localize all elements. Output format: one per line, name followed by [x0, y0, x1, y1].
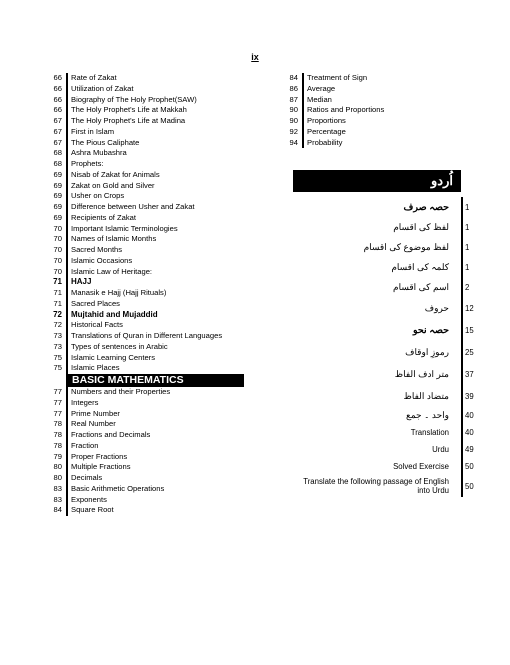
toc-page-number: 77 [53, 397, 62, 407]
toc-title: Prime Number [66, 409, 254, 420]
toc-entry [44, 495, 254, 506]
toc-page-number: 86 [289, 83, 298, 93]
toc-page-number: 72 [53, 309, 62, 319]
toc-title: Zakat on Gold and Silver [66, 181, 254, 192]
toc-page-number: 69 [53, 212, 62, 222]
urdu-toc-entry [293, 237, 470, 257]
toc-title: Integers [66, 398, 254, 409]
toc-entry [44, 277, 254, 288]
toc-page-number: 78 [53, 440, 62, 450]
toc-entry [280, 116, 460, 127]
toc-page-number: 68 [53, 159, 62, 168]
toc-title: Median [302, 95, 460, 106]
toc-title: Numbers and their Properties [66, 387, 254, 398]
toc-title: First in Islam [66, 127, 254, 138]
toc-entry [44, 191, 254, 202]
toc-page-number: 12 [465, 303, 474, 313]
toc-title: Recipients of Zakat [66, 213, 254, 224]
toc-title: Treatment of Sign [302, 73, 460, 84]
toc-page-number: 66 [53, 73, 62, 82]
toc-entry [44, 441, 254, 452]
toc-title: Fraction [66, 441, 254, 452]
toc-page-number: 90 [289, 105, 298, 115]
toc-entry [44, 363, 254, 374]
toc-page-number: 1 [465, 222, 470, 232]
toc-entry [280, 84, 460, 95]
toc-page-number: 2 [465, 282, 470, 292]
toc-entry [44, 331, 254, 342]
toc-page-number: 70 [53, 245, 62, 254]
toc-page-number: 77 [53, 408, 62, 418]
urdu-toc-entry [293, 441, 474, 458]
toc-entry [44, 73, 254, 84]
toc-title: حصہ نحو [412, 324, 449, 336]
toc-page-number: 66 [53, 94, 62, 104]
urdu-toc-entry [293, 407, 474, 424]
toc-entry [44, 267, 254, 278]
toc-entry [44, 505, 254, 516]
toc-page-number: 71 [53, 288, 62, 297]
toc-title: Names of Islamic Months [66, 234, 254, 245]
toc-title: Prophets: [66, 159, 254, 170]
toc-entry [44, 105, 254, 116]
toc-page-number: 1 [465, 202, 470, 212]
toc-title: Fractions and Decimals [66, 430, 254, 441]
toc-title: متر ادف الفاظ [394, 368, 449, 379]
toc-entry [44, 245, 254, 256]
urdu-toc-entry [293, 458, 474, 475]
toc-page-number: 40 [465, 428, 474, 437]
urdu-toc-entry [293, 475, 474, 497]
toc-title: The Holy Prophet's Life at Makkah [66, 105, 254, 116]
toc-title: Translations of Quran in Different Languages [66, 331, 254, 342]
toc-title: Ratios and Proportions [302, 105, 460, 116]
toc-page-number: 50 [465, 481, 474, 491]
toc-page-number: 69 [53, 180, 62, 190]
toc-title: لفظ کی اقسام [393, 221, 449, 232]
toc-page-number: 37 [465, 369, 474, 379]
toc-title: Sacred Months [66, 245, 254, 256]
toc-entry [44, 473, 254, 484]
toc-title: حروف [424, 302, 449, 313]
toc-title: Nisab of Zakat for Animals [66, 170, 254, 181]
toc-entry [44, 484, 254, 495]
toc-title: Urdu [432, 445, 449, 454]
toc-title: Utilization of Zakat [66, 84, 254, 95]
toc-entry [44, 398, 254, 409]
toc-page-number: 1 [465, 262, 470, 272]
toc-title: HAJJ [66, 277, 254, 288]
toc-entry [44, 452, 254, 463]
section-header: BASIC MATHEMATICS [66, 374, 244, 387]
toc-page-number: 49 [465, 445, 474, 454]
urdu-toc-entry [293, 319, 474, 341]
toc-entry [44, 409, 254, 420]
toc-page-number: 83 [53, 483, 62, 493]
toc-title: Basic Arithmetic Operations [66, 484, 254, 495]
toc-entry [44, 224, 254, 235]
toc-title: Exponents [66, 495, 254, 506]
toc-entry [280, 138, 460, 149]
toc-page-number: 67 [53, 126, 62, 136]
toc-page-number: 66 [53, 105, 62, 115]
toc-entry [44, 95, 254, 106]
toc-page-number: 15 [465, 325, 474, 335]
toc-title: Proportions [302, 116, 460, 127]
toc-page-number: 78 [53, 430, 62, 439]
urdu-toc-entry [293, 341, 474, 363]
urdu-toc-entry [293, 257, 470, 277]
toc-title: Translation [410, 428, 449, 437]
toc-page-number: 90 [289, 116, 298, 125]
toc-page-number: 75 [53, 352, 62, 362]
toc-title: Historical Facts [66, 320, 254, 331]
toc-entry [44, 342, 254, 353]
toc-entry [44, 181, 254, 192]
toc-title: Difference between Usher and Zakat [66, 202, 254, 213]
toc-page-number: 69 [53, 191, 62, 201]
toc-title: Average [302, 84, 460, 95]
toc-entry [44, 213, 254, 224]
urdu-toc-entry [293, 424, 474, 441]
toc-page-number: 94 [289, 137, 298, 147]
toc-title: Islamic Law of Heritage: [66, 267, 254, 278]
toc-page-number: 40 [465, 411, 474, 420]
toc-title: The Holy Prophet's Life at Madina [66, 116, 254, 127]
toc-title: Biography of The Holy Prophet(SAW) [66, 95, 254, 106]
toc-entry [44, 419, 254, 430]
toc-page-number: 73 [53, 341, 62, 351]
urdu-toc-entry [293, 217, 470, 237]
toc-title: Proper Fractions [66, 452, 254, 463]
toc-title: لفظ موضوع کی اقسام [363, 241, 449, 252]
toc-title: Important Islamic Terminologies [66, 224, 254, 235]
toc-page-number: 69 [53, 169, 62, 179]
toc-entry [44, 84, 254, 95]
toc-page-number: 25 [465, 347, 474, 357]
toc-entry [44, 430, 254, 441]
toc-page-number: 67 [53, 137, 62, 147]
toc-page-number: 70 [53, 255, 62, 265]
urdu-section [293, 170, 474, 497]
toc-page-number: 79 [53, 451, 62, 461]
toc-page-number: 50 [465, 462, 474, 471]
toc-title: Rate of Zakat [66, 73, 254, 84]
toc-title: Ashra Mubashra [66, 148, 254, 159]
toc-page-number: 80 [53, 462, 62, 472]
toc-page-number: 73 [53, 331, 62, 340]
toc-page-number: 72 [53, 320, 62, 330]
toc-entry [44, 353, 254, 364]
toc-page-number: 70 [53, 223, 62, 233]
toc-title: اسم کی اقسام [393, 281, 449, 292]
toc-title: Probability [302, 138, 460, 149]
toc-entry [44, 116, 254, 127]
toc-page-number: 39 [465, 391, 474, 401]
toc-title: Usher on Crops [66, 191, 254, 202]
toc-title: Islamic Learning Centers [66, 353, 254, 364]
page-number: ix [251, 52, 259, 62]
toc-entry [44, 202, 254, 213]
toc-entry [44, 234, 254, 245]
toc-page-number: 69 [53, 202, 62, 211]
toc-title: Sacred Places [66, 299, 254, 310]
urdu-contents-list [293, 197, 474, 497]
toc-page-number: 71 [53, 277, 62, 287]
toc-title: حصہ صرف [403, 201, 449, 213]
toc-entry [44, 310, 254, 321]
toc-entry [44, 462, 254, 473]
toc-title: Solved Exercise [393, 462, 449, 471]
urdu-toc-entry [293, 277, 470, 297]
urdu-toc-entry [293, 385, 474, 407]
toc-page-number: 84 [289, 73, 298, 82]
toc-page-number: 66 [53, 83, 62, 93]
toc-entry [44, 127, 254, 138]
toc-entry [44, 299, 254, 310]
toc-page-number: 83 [53, 494, 62, 504]
toc-title: رموزِ اوقاف [405, 346, 449, 357]
toc-page-number: 87 [289, 94, 298, 104]
toc-entry [44, 159, 254, 170]
toc-page-number: 71 [53, 298, 62, 308]
contents-left-column [44, 73, 254, 516]
toc-page-number: 68 [53, 148, 62, 158]
toc-entry [280, 127, 460, 138]
toc-title: Percentage [302, 127, 460, 138]
toc-title: واحد ۔ جمع [406, 410, 449, 420]
urdu-toc-entry [293, 197, 470, 217]
toc-entry [44, 138, 254, 149]
toc-entry [44, 288, 254, 299]
toc-title: Multiple Fractions [66, 462, 254, 473]
toc-title: Mujtahid and Mujaddid [66, 310, 254, 321]
urdu-toc-entry [293, 363, 474, 385]
toc-page-number: 75 [53, 363, 62, 373]
toc-page-number: 70 [53, 266, 62, 276]
toc-title: Real Number [66, 419, 254, 430]
toc-entry [280, 105, 460, 116]
toc-title: Square Root [66, 505, 254, 516]
toc-page-number: 78 [53, 419, 62, 429]
toc-page-number: 1 [465, 242, 470, 252]
toc-entry [44, 320, 254, 331]
toc-title: Islamic Places [66, 363, 254, 374]
toc-title: Types of sentences in Arabic [66, 342, 254, 353]
toc-title: کلمہ کی اقسام [391, 261, 449, 272]
toc-entry [280, 73, 460, 84]
toc-page-number: 77 [53, 387, 62, 396]
toc-page-number: 67 [53, 116, 62, 125]
toc-page-number: 80 [53, 473, 62, 482]
contents-middle-column [280, 73, 460, 148]
toc-entry [280, 95, 460, 106]
toc-page-number: 92 [289, 126, 298, 136]
toc-page-number: 70 [53, 234, 62, 244]
toc-entry [44, 170, 254, 181]
toc-title: Manasik e Hajj (Hajj Rituals) [66, 288, 254, 299]
urdu-section-header: اُردو [293, 170, 461, 192]
toc-title: The Pious Caliphate [66, 138, 254, 149]
toc-entry [44, 148, 254, 159]
toc-page-number: 84 [53, 505, 62, 515]
toc-title: متضاد الفاظ [403, 390, 449, 401]
urdu-toc-entry [293, 297, 474, 319]
toc-title: Decimals [66, 473, 254, 484]
toc-title: Translate the following passage of English into Urdu [303, 477, 449, 495]
toc-entry [44, 256, 254, 267]
toc-entry [44, 387, 254, 398]
toc-title: Islamic Occasions [66, 256, 254, 267]
